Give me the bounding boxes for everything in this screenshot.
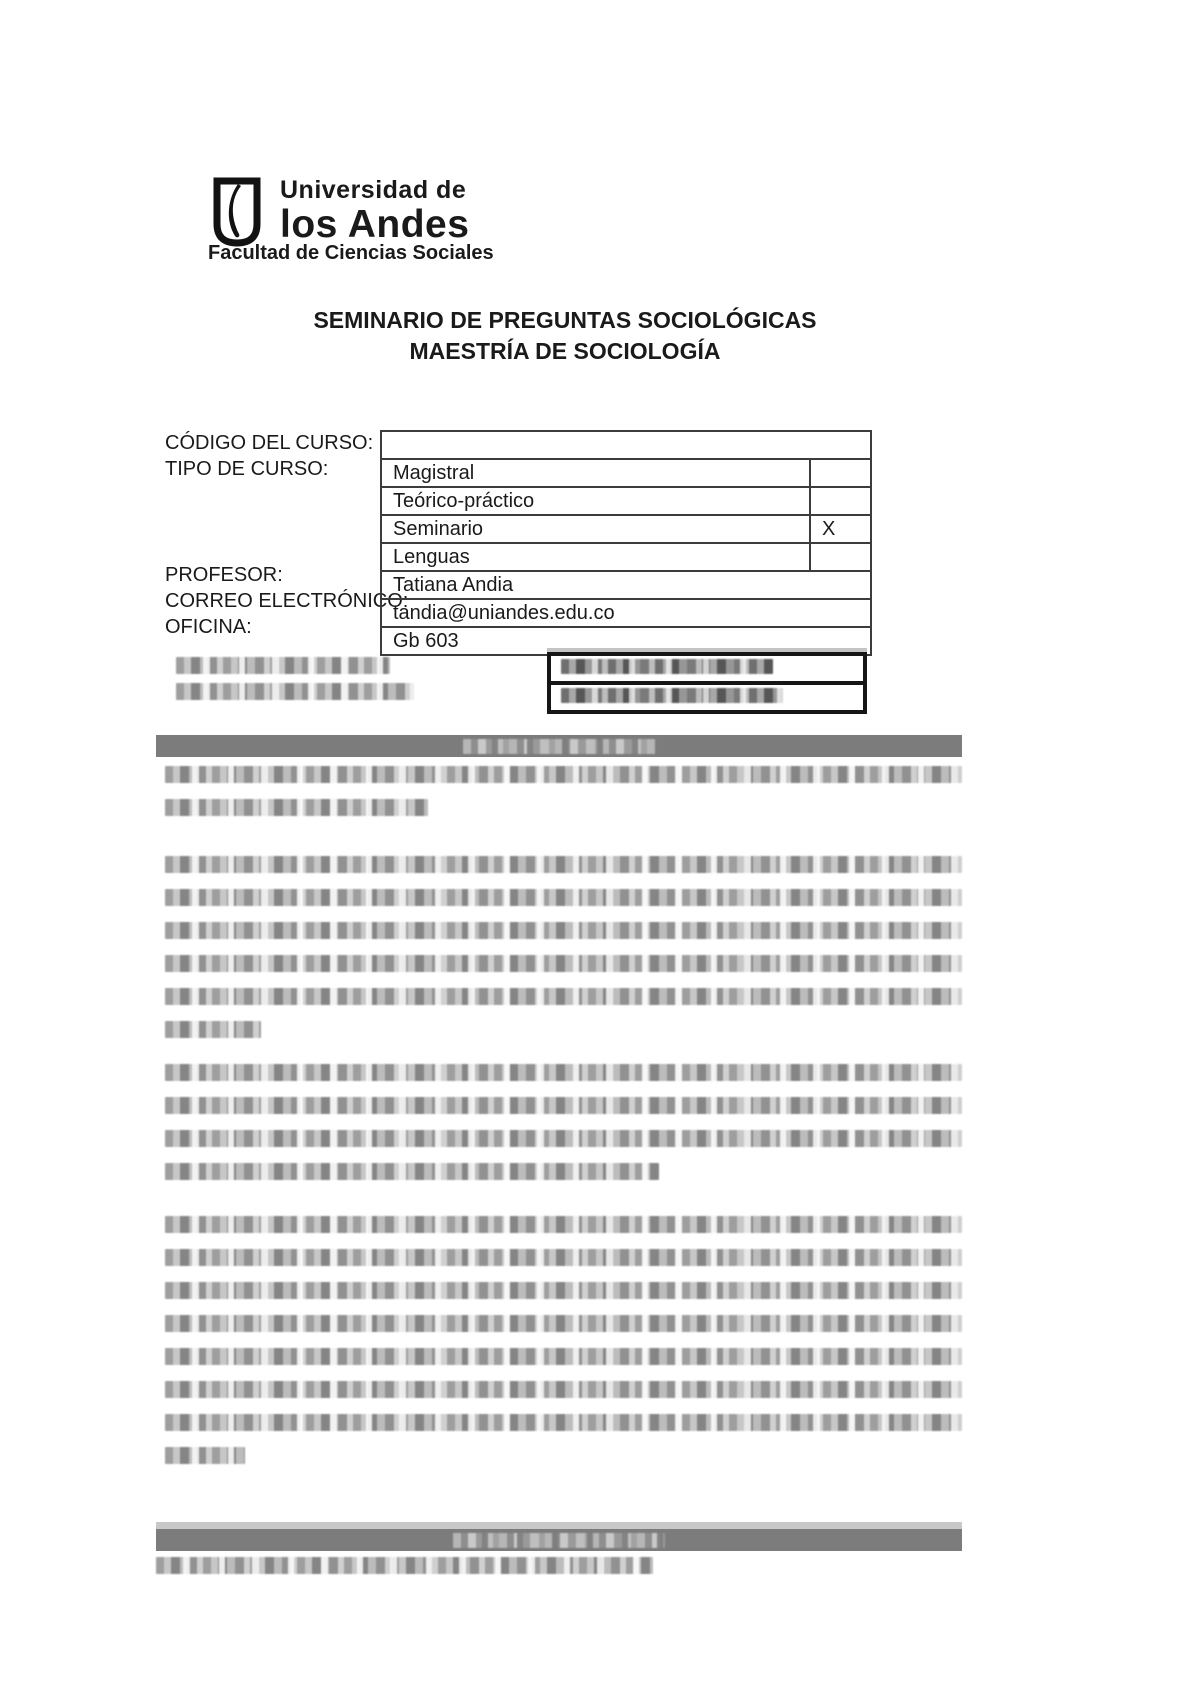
table-row-oficina bbox=[381, 627, 871, 655]
table-row-correo bbox=[381, 599, 871, 627]
university-name-line1: Universidad de bbox=[280, 176, 467, 204]
redacted-text-line bbox=[156, 1557, 653, 1574]
redacted-text-line bbox=[165, 955, 962, 972]
redacted-paragraph bbox=[165, 1064, 962, 1180]
redacted-paragraph bbox=[165, 856, 962, 1038]
course-title: SEMINARIO DE PREGUNTAS SOCIOLÓGICAS bbox=[313, 307, 817, 333]
tipo-option-label: Magistral bbox=[381, 459, 810, 487]
redacted-text-line bbox=[165, 1163, 659, 1180]
redacted-paragraph bbox=[165, 766, 962, 816]
redacted-schedule-box bbox=[547, 652, 867, 714]
redacted-text-line bbox=[165, 799, 428, 816]
redacted-text-line bbox=[165, 1021, 261, 1038]
redacted-text-line bbox=[165, 856, 962, 873]
redacted-schedule-row bbox=[551, 656, 863, 681]
redacted-text-line bbox=[176, 657, 390, 674]
redacted-text-line bbox=[165, 1249, 962, 1266]
oficina-value-cell: Gb 603 bbox=[381, 627, 871, 655]
redacted-text-line bbox=[165, 889, 962, 906]
redacted-intro-line bbox=[156, 1557, 756, 1574]
table-row-lenguas bbox=[381, 543, 871, 571]
redacted-text-line bbox=[165, 1414, 962, 1431]
label-oficina: OFICINA: bbox=[165, 616, 252, 638]
course-info-table bbox=[380, 430, 872, 656]
redacted-text-line bbox=[165, 1130, 962, 1147]
redacted-text-line bbox=[165, 922, 962, 939]
table-row-teorico-practico bbox=[381, 487, 871, 515]
program-title: MAESTRÍA DE SOCIOLOGÍA bbox=[409, 338, 721, 364]
university-name bbox=[280, 178, 469, 244]
table-row-seminario bbox=[381, 515, 871, 543]
redacted-schedule-labels bbox=[176, 657, 426, 700]
redacted-text-line bbox=[561, 688, 783, 703]
redacted-text-line bbox=[165, 988, 962, 1005]
tipo-option-mark bbox=[810, 459, 871, 487]
redacted-text-line bbox=[453, 1533, 665, 1548]
university-name-line2: los Andes bbox=[280, 203, 470, 246]
tipo-option-mark: X bbox=[810, 515, 871, 543]
label-correo-electronico: CORREO ELECTRÓNICO: bbox=[165, 590, 409, 612]
redacted-text-line bbox=[165, 1282, 962, 1299]
label-tipo-de-curso: TIPO DE CURSO: bbox=[165, 458, 329, 480]
page-title bbox=[165, 305, 965, 367]
redacted-text-line bbox=[165, 1381, 962, 1398]
redacted-text-line bbox=[463, 739, 655, 754]
redacted-text-line bbox=[165, 1315, 962, 1332]
table-row-profesor bbox=[381, 571, 871, 599]
label-profesor: PROFESOR: bbox=[165, 564, 283, 586]
profesor-value-cell: Tatiana Andia bbox=[381, 571, 871, 599]
redacted-text-line bbox=[165, 1348, 962, 1365]
redacted-text-line bbox=[165, 1097, 962, 1114]
correo-value-cell: tandia@uniandes.edu.co bbox=[381, 599, 871, 627]
redacted-schedule-row bbox=[551, 685, 863, 710]
tipo-option-mark bbox=[810, 543, 871, 571]
table-row-codigo bbox=[381, 431, 871, 459]
tipo-option-label: Seminario bbox=[381, 515, 810, 543]
redacted-text-line bbox=[165, 1447, 245, 1464]
codigo-value-cell bbox=[381, 431, 871, 459]
tipo-option-label: Teórico-práctico bbox=[381, 487, 810, 515]
redacted-text-line bbox=[561, 659, 773, 674]
section-bar-objetivos bbox=[156, 1529, 962, 1551]
redacted-text-line bbox=[165, 766, 962, 783]
label-codigo-del-curso: CÓDIGO DEL CURSO: bbox=[165, 432, 374, 454]
redacted-text-line bbox=[165, 1064, 962, 1081]
redacted-text-line bbox=[165, 1216, 962, 1233]
faculty-name: Facultad de Ciencias Sociales bbox=[208, 242, 494, 264]
redacted-text-line bbox=[176, 683, 414, 700]
tipo-option-label: Lenguas bbox=[381, 543, 810, 571]
table-row-magistral bbox=[381, 459, 871, 487]
section-bar-descripcion bbox=[156, 735, 962, 757]
redacted-paragraph bbox=[165, 1216, 962, 1464]
tipo-option-mark bbox=[810, 487, 871, 515]
